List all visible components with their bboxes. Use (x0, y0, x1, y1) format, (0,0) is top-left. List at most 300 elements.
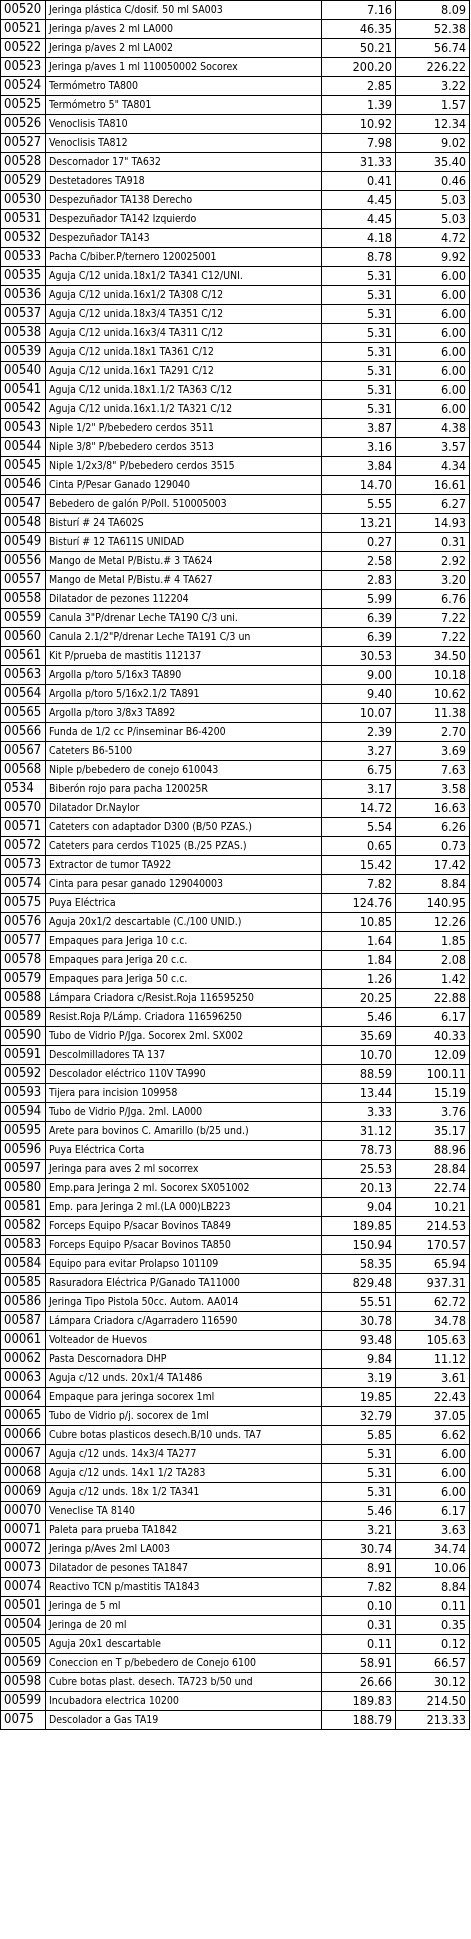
price-sale-cell: 11.38 (396, 704, 470, 723)
price-sale-cell: 16.63 (396, 799, 470, 818)
table-row (1, 609, 470, 628)
table-row (1, 419, 470, 438)
price-sale-cell: 5.03 (396, 191, 470, 210)
price-cost-cell: 189.83 (322, 1692, 396, 1711)
product-code-cell: 00560 (1, 628, 46, 647)
price-cost-cell: 15.42 (322, 856, 396, 875)
table-row (1, 837, 470, 856)
price-cost-cell: 5.31 (322, 400, 396, 419)
price-sale-cell: 214.50 (396, 1692, 470, 1711)
product-description-cell: Pasta Descornadora DHP (46, 1350, 322, 1369)
product-code-cell: 00542 (1, 400, 46, 419)
product-code-cell: 00548 (1, 514, 46, 533)
product-description-cell: Empaques para Jeriga 10 c.c. (46, 932, 322, 951)
price-cost-cell: 188.79 (322, 1711, 396, 1730)
product-description-cell: Bisturí # 12 TA611S UNIDAD (46, 533, 322, 552)
product-description-cell: Termómetro 5" TA801 (46, 96, 322, 115)
table-row (1, 1692, 470, 1711)
price-sale-cell: 214.53 (396, 1217, 470, 1236)
price-cost-cell: 3.17 (322, 780, 396, 799)
table-row (1, 514, 470, 533)
product-code-cell: 00501 (1, 1597, 46, 1616)
price-sale-cell: 3.57 (396, 438, 470, 457)
price-cost-cell: 5.31 (322, 1464, 396, 1483)
product-code-cell: 00541 (1, 381, 46, 400)
product-description-cell: Equipo para evitar Prolapso 101109 (46, 1255, 322, 1274)
price-sale-cell: 66.57 (396, 1654, 470, 1673)
price-cost-cell: 5.31 (322, 1445, 396, 1464)
price-cost-cell: 124.76 (322, 894, 396, 913)
product-description-cell: Lámpara Criadora c/Agarradero 116590 (46, 1312, 322, 1331)
product-description-cell: Tubo de Vidrio P/Jga. Socorex 2ml. SX002 (46, 1027, 322, 1046)
price-cost-cell: 0.11 (322, 1635, 396, 1654)
product-description-cell: Argolla p/toro 3/8x3 TA892 (46, 704, 322, 723)
price-sale-cell: 34.78 (396, 1312, 470, 1331)
product-code-cell: 00504 (1, 1616, 46, 1635)
table-row (1, 305, 470, 324)
table-row (1, 1673, 470, 1692)
price-cost-cell: 3.27 (322, 742, 396, 761)
product-description-cell: Jeringa p/aves 2 ml LA000 (46, 20, 322, 39)
price-sale-cell: 12.34 (396, 115, 470, 134)
product-description-cell: Dilatador de pesones TA1847 (46, 1559, 322, 1578)
product-description-cell: Dilatador Dr.Naylor (46, 799, 322, 818)
price-sale-cell: 10.21 (396, 1198, 470, 1217)
price-cost-cell: 5.46 (322, 1502, 396, 1521)
product-code-cell: 00597 (1, 1160, 46, 1179)
product-description-cell: Lámpara Criadora c/Resist.Roja 116595250 (46, 989, 322, 1008)
product-description-cell: Descolador eléctrico 110V TA990 (46, 1065, 322, 1084)
product-description-cell: Aguja 20x1/2 descartable (C./100 UNID.) (46, 913, 322, 932)
price-sale-cell: 6.00 (396, 343, 470, 362)
product-code-cell: 00575 (1, 894, 46, 913)
price-sale-cell: 6.00 (396, 1483, 470, 1502)
product-description-cell: Niple p/bebedero de conejo 610043 (46, 761, 322, 780)
price-cost-cell: 0.41 (322, 172, 396, 191)
product-code-cell: 00571 (1, 818, 46, 837)
price-sale-cell: 6.00 (396, 305, 470, 324)
product-code-cell: 00061 (1, 1331, 46, 1350)
table-row (1, 571, 470, 590)
table-row (1, 1160, 470, 1179)
price-cost-cell: 7.98 (322, 134, 396, 153)
product-code-cell: 00574 (1, 875, 46, 894)
table-row (1, 1065, 470, 1084)
price-sale-cell: 34.50 (396, 647, 470, 666)
product-code-cell: 00587 (1, 1312, 46, 1331)
price-cost-cell: 14.72 (322, 799, 396, 818)
product-code-cell: 00531 (1, 210, 46, 229)
price-sale-cell: 6.00 (396, 267, 470, 286)
price-sale-cell: 170.57 (396, 1236, 470, 1255)
table-row (1, 552, 470, 571)
table-row (1, 343, 470, 362)
price-sale-cell: 14.93 (396, 514, 470, 533)
price-cost-cell: 0.65 (322, 837, 396, 856)
price-cost-cell: 3.16 (322, 438, 396, 457)
product-code-cell: 00585 (1, 1274, 46, 1293)
table-row (1, 1122, 470, 1141)
table-row (1, 438, 470, 457)
price-cost-cell: 189.85 (322, 1217, 396, 1236)
product-description-cell: Incubadora electrica 10200 (46, 1692, 322, 1711)
price-cost-cell: 2.39 (322, 723, 396, 742)
product-code-cell: 00577 (1, 932, 46, 951)
price-sale-cell: 6.00 (396, 324, 470, 343)
table-row (1, 1179, 470, 1198)
product-description-cell: Destetadores TA918 (46, 172, 322, 191)
table-row (1, 1464, 470, 1483)
product-code-cell: 00545 (1, 457, 46, 476)
price-cost-cell: 26.66 (322, 1673, 396, 1692)
price-cost-cell: 4.45 (322, 210, 396, 229)
product-code-cell: 00505 (1, 1635, 46, 1654)
price-cost-cell: 0.31 (322, 1616, 396, 1635)
table-row (1, 457, 470, 476)
price-cost-cell: 6.39 (322, 628, 396, 647)
product-description-cell: Canula 3"P/drenar Leche TA190 C/3 uni. (46, 609, 322, 628)
price-sale-cell: 2.08 (396, 951, 470, 970)
price-sale-cell: 0.11 (396, 1597, 470, 1616)
price-cost-cell: 35.69 (322, 1027, 396, 1046)
product-description-cell: Cateters con adaptador D300 (B/50 PZAS.) (46, 818, 322, 837)
price-cost-cell: 58.91 (322, 1654, 396, 1673)
product-code-cell: 00525 (1, 96, 46, 115)
table-row (1, 362, 470, 381)
product-description-cell: Tubo de Vidrio P/Jga. 2ml. LA000 (46, 1103, 322, 1122)
table-row (1, 742, 470, 761)
product-code-cell: 00589 (1, 1008, 46, 1027)
product-code-cell: 00559 (1, 609, 46, 628)
product-code-cell: 00529 (1, 172, 46, 191)
table-row (1, 951, 470, 970)
price-cost-cell: 20.13 (322, 1179, 396, 1198)
product-description-cell: Tubo de Vidrio p/j. socorex de 1ml (46, 1407, 322, 1426)
price-cost-cell: 50.21 (322, 39, 396, 58)
product-code-cell: 00564 (1, 685, 46, 704)
table-row (1, 1027, 470, 1046)
table-row (1, 894, 470, 913)
product-description-cell: Jeringa p/aves 2 ml LA002 (46, 39, 322, 58)
price-cost-cell: 32.79 (322, 1407, 396, 1426)
table-row (1, 1711, 470, 1730)
product-code-cell: 00073 (1, 1559, 46, 1578)
product-code-cell: 00549 (1, 533, 46, 552)
price-sale-cell: 8.09 (396, 1, 470, 20)
table-row (1, 267, 470, 286)
price-sale-cell: 3.58 (396, 780, 470, 799)
product-code-cell: 00064 (1, 1388, 46, 1407)
table-row (1, 761, 470, 780)
price-sale-cell: 0.46 (396, 172, 470, 191)
price-sale-cell: 140.95 (396, 894, 470, 913)
table-row (1, 324, 470, 343)
product-code-cell: 00580 (1, 1179, 46, 1198)
table-row (1, 1350, 470, 1369)
price-list-body (1, 1, 470, 1730)
price-sale-cell: 0.73 (396, 837, 470, 856)
price-sale-cell: 6.00 (396, 400, 470, 419)
price-cost-cell: 13.44 (322, 1084, 396, 1103)
table-row (1, 39, 470, 58)
price-sale-cell: 6.00 (396, 362, 470, 381)
product-code-cell: 00069 (1, 1483, 46, 1502)
price-sale-cell: 56.74 (396, 39, 470, 58)
price-sale-cell: 6.76 (396, 590, 470, 609)
product-code-cell: 00594 (1, 1103, 46, 1122)
product-description-cell: Descolador a Gas TA19 (46, 1711, 322, 1730)
table-row (1, 1521, 470, 1540)
product-description-cell: Jeringa p/Aves 2ml LA003 (46, 1540, 322, 1559)
product-code-cell: 00563 (1, 666, 46, 685)
product-description-cell: Mango de Metal P/Bistu.# 4 TA627 (46, 571, 322, 590)
price-sale-cell: 3.76 (396, 1103, 470, 1122)
product-description-cell: Aguja C/12 unida.18x1 TA361 C/12 (46, 343, 322, 362)
product-code-cell: 00543 (1, 419, 46, 438)
product-code-cell: 00538 (1, 324, 46, 343)
product-description-cell: Cinta P/Pesar Ganado 129040 (46, 476, 322, 495)
table-row (1, 229, 470, 248)
price-sale-cell: 15.19 (396, 1084, 470, 1103)
price-cost-cell: 5.31 (322, 1483, 396, 1502)
product-description-cell: Canula 2.1/2"P/drenar Leche TA191 C/3 un (46, 628, 322, 647)
price-cost-cell: 8.91 (322, 1559, 396, 1578)
product-description-cell: Aguja 20x1 descartable (46, 1635, 322, 1654)
product-description-cell: Arete para bovinos C. Amarillo (b/25 und.) (46, 1122, 322, 1141)
price-cost-cell: 46.35 (322, 20, 396, 39)
table-row (1, 856, 470, 875)
table-row (1, 1426, 470, 1445)
price-cost-cell: 10.07 (322, 704, 396, 723)
price-cost-cell: 6.39 (322, 609, 396, 628)
table-row (1, 818, 470, 837)
price-sale-cell: 6.62 (396, 1426, 470, 1445)
price-sale-cell: 1.85 (396, 932, 470, 951)
price-sale-cell: 40.33 (396, 1027, 470, 1046)
price-sale-cell: 7.22 (396, 628, 470, 647)
price-cost-cell: 10.92 (322, 115, 396, 134)
product-code-cell: 00590 (1, 1027, 46, 1046)
table-row (1, 590, 470, 609)
price-cost-cell: 5.31 (322, 362, 396, 381)
product-code-cell: 00567 (1, 742, 46, 761)
price-sale-cell: 34.74 (396, 1540, 470, 1559)
price-sale-cell: 65.94 (396, 1255, 470, 1274)
product-code-cell: 00530 (1, 191, 46, 210)
price-sale-cell: 4.34 (396, 457, 470, 476)
table-row (1, 932, 470, 951)
table-row (1, 1502, 470, 1521)
product-code-cell: 00524 (1, 77, 46, 96)
table-row (1, 134, 470, 153)
price-cost-cell: 25.53 (322, 1160, 396, 1179)
price-sale-cell: 7.22 (396, 609, 470, 628)
product-code-cell: 00539 (1, 343, 46, 362)
table-row (1, 780, 470, 799)
price-cost-cell: 30.53 (322, 647, 396, 666)
product-description-cell: Empaques para Jeriga 50 c.c. (46, 970, 322, 989)
product-description-cell: Volteador de Huevos (46, 1331, 322, 1350)
price-sale-cell: 37.05 (396, 1407, 470, 1426)
table-row (1, 1483, 470, 1502)
table-row (1, 704, 470, 723)
product-description-cell: Venoclisis TA812 (46, 134, 322, 153)
price-sale-cell: 22.74 (396, 1179, 470, 1198)
product-code-cell: 00570 (1, 799, 46, 818)
table-row (1, 1540, 470, 1559)
product-description-cell: Aguja C/12 unida.16x1/2 TA308 C/12 (46, 286, 322, 305)
price-sale-cell: 1.57 (396, 96, 470, 115)
table-row (1, 191, 470, 210)
table-row (1, 875, 470, 894)
table-row (1, 153, 470, 172)
product-code-cell: 00544 (1, 438, 46, 457)
product-description-cell: Cateters para cerdos T1025 (B./25 PZAS.) (46, 837, 322, 856)
table-row (1, 666, 470, 685)
product-code-cell: 00537 (1, 305, 46, 324)
price-cost-cell: 20.25 (322, 989, 396, 1008)
price-sale-cell: 8.84 (396, 875, 470, 894)
table-row (1, 210, 470, 229)
price-cost-cell: 5.31 (322, 381, 396, 400)
table-row (1, 115, 470, 134)
price-cost-cell: 0.27 (322, 533, 396, 552)
price-cost-cell: 88.59 (322, 1065, 396, 1084)
product-code-cell: 00526 (1, 115, 46, 134)
price-cost-cell: 5.99 (322, 590, 396, 609)
product-description-cell: Aguja c/12 unds. 18x 1/2 TA341 (46, 1483, 322, 1502)
product-description-cell: Extractor de tumor TA922 (46, 856, 322, 875)
price-sale-cell: 22.43 (396, 1388, 470, 1407)
price-cost-cell: 5.55 (322, 495, 396, 514)
price-cost-cell: 5.46 (322, 1008, 396, 1027)
table-row (1, 58, 470, 77)
table-row (1, 723, 470, 742)
table-row (1, 476, 470, 495)
price-sale-cell: 6.00 (396, 1445, 470, 1464)
price-cost-cell: 14.70 (322, 476, 396, 495)
product-code-cell: 00532 (1, 229, 46, 248)
product-code-cell: 00596 (1, 1141, 46, 1160)
product-code-cell: 00062 (1, 1350, 46, 1369)
product-description-cell: Venoclisis TA810 (46, 115, 322, 134)
price-sale-cell: 226.22 (396, 58, 470, 77)
table-row (1, 1236, 470, 1255)
table-row (1, 1103, 470, 1122)
price-sale-cell: 4.72 (396, 229, 470, 248)
price-sale-cell: 10.06 (396, 1559, 470, 1578)
price-cost-cell: 13.21 (322, 514, 396, 533)
price-sale-cell: 6.00 (396, 381, 470, 400)
product-code-cell: 00066 (1, 1426, 46, 1445)
product-code-cell: 00522 (1, 39, 46, 58)
price-sale-cell: 2.92 (396, 552, 470, 571)
product-description-cell: Empaques para Jeriga 20 c.c. (46, 951, 322, 970)
price-cost-cell: 8.78 (322, 248, 396, 267)
product-code-cell: 00572 (1, 837, 46, 856)
price-cost-cell: 30.78 (322, 1312, 396, 1331)
product-description-cell: Despezuñador TA143 (46, 229, 322, 248)
price-sale-cell: 35.40 (396, 153, 470, 172)
product-code-cell: 00067 (1, 1445, 46, 1464)
product-code-cell: 00521 (1, 20, 46, 39)
product-code-cell: 00568 (1, 761, 46, 780)
product-description-cell: Niple 1/2x3/8" P/bebedero cerdos 3515 (46, 457, 322, 476)
price-sale-cell: 0.12 (396, 1635, 470, 1654)
table-row (1, 628, 470, 647)
product-code-cell: 00546 (1, 476, 46, 495)
product-code-cell: 00068 (1, 1464, 46, 1483)
price-cost-cell: 4.45 (322, 191, 396, 210)
table-row (1, 1, 470, 20)
product-description-cell: Biberón rojo para pacha 120025R (46, 780, 322, 799)
price-cost-cell: 19.85 (322, 1388, 396, 1407)
price-sale-cell: 62.72 (396, 1293, 470, 1312)
table-row (1, 1198, 470, 1217)
product-description-cell: Argolla p/toro 5/16x2.1/2 TA891 (46, 685, 322, 704)
table-row (1, 799, 470, 818)
price-cost-cell: 3.84 (322, 457, 396, 476)
product-description-cell: Empaque para jeringa socorex 1ml (46, 1388, 322, 1407)
product-code-cell: 00581 (1, 1198, 46, 1217)
product-code-cell: 00074 (1, 1578, 46, 1597)
price-cost-cell: 3.19 (322, 1369, 396, 1388)
table-row (1, 1445, 470, 1464)
product-code-cell: 00584 (1, 1255, 46, 1274)
product-code-cell: 00063 (1, 1369, 46, 1388)
product-description-cell: Jeringa de 5 ml (46, 1597, 322, 1616)
price-cost-cell: 150.94 (322, 1236, 396, 1255)
price-sale-cell: 8.84 (396, 1578, 470, 1597)
table-row (1, 1274, 470, 1293)
product-code-cell: 00573 (1, 856, 46, 875)
product-code-cell: 00558 (1, 590, 46, 609)
table-row (1, 1008, 470, 1027)
price-sale-cell: 3.22 (396, 77, 470, 96)
table-row (1, 533, 470, 552)
table-row (1, 172, 470, 191)
product-description-cell: Descornador 17" TA632 (46, 153, 322, 172)
price-sale-cell: 6.17 (396, 1502, 470, 1521)
price-cost-cell: 30.74 (322, 1540, 396, 1559)
product-description-cell: Niple 1/2" P/bebedero cerdos 3511 (46, 419, 322, 438)
price-sale-cell: 3.61 (396, 1369, 470, 1388)
price-sale-cell: 4.38 (396, 419, 470, 438)
table-row (1, 495, 470, 514)
table-row (1, 77, 470, 96)
price-sale-cell: 7.63 (396, 761, 470, 780)
product-description-cell: Emp. para Jeringa 2 ml.(LA 000)LB223 (46, 1198, 322, 1217)
price-cost-cell: 200.20 (322, 58, 396, 77)
table-row (1, 970, 470, 989)
product-description-cell: Niple 3/8" P/bebedero cerdos 3513 (46, 438, 322, 457)
product-code-cell: 00528 (1, 153, 46, 172)
product-description-cell: Forceps Equipo P/sacar Bovinos TA850 (46, 1236, 322, 1255)
price-sale-cell: 35.17 (396, 1122, 470, 1141)
product-description-cell: Aguja c/12 unds. 14x1 1/2 TA283 (46, 1464, 322, 1483)
product-description-cell: Bisturí # 24 TA602S (46, 514, 322, 533)
table-row (1, 1635, 470, 1654)
table-row (1, 1293, 470, 1312)
product-description-cell: Jeringa p/aves 1 ml 110050002 Socorex (46, 58, 322, 77)
product-description-cell: Bebedero de galón P/Poll. 510005003 (46, 495, 322, 514)
table-row (1, 1141, 470, 1160)
price-cost-cell: 5.31 (322, 286, 396, 305)
table-row (1, 248, 470, 267)
price-cost-cell: 5.31 (322, 305, 396, 324)
price-cost-cell: 5.31 (322, 343, 396, 362)
product-code-cell: 00578 (1, 951, 46, 970)
